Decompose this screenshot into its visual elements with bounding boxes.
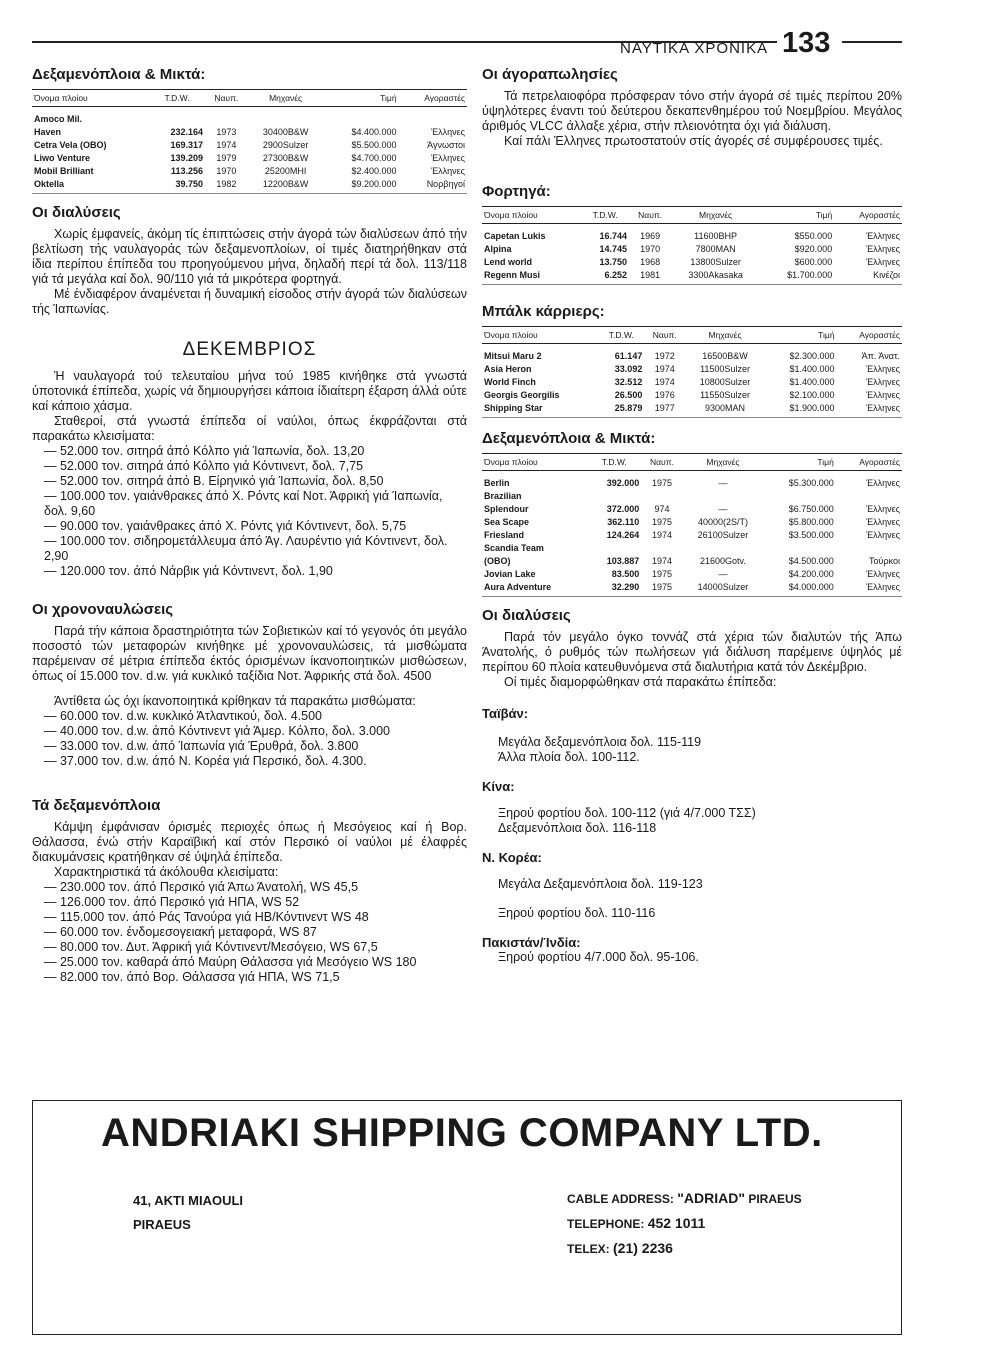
- pakistan-l1: Ξηρού φορτίου 4/7.000 δολ. 95-106.: [498, 950, 699, 964]
- bulk-table: [482, 326, 902, 418]
- cell-buyer: [836, 490, 902, 503]
- cell-buyer: Έλληνες: [866, 257, 900, 267]
- cell-buyer: Κινέζοι: [834, 269, 902, 285]
- table-row: [482, 542, 902, 555]
- ad-address-street: 41, AKTI MIAOULI: [133, 1193, 244, 1208]
- cell-yr: 1982: [205, 178, 248, 194]
- table-row: [32, 126, 467, 139]
- december-heading: ΔΕΚΕΜΒΡΙΟΣ: [182, 339, 317, 360]
- cell-yr: [205, 107, 248, 127]
- sales-heading: Οι άγοραπωλησίες: [482, 66, 618, 83]
- tankers2-p1: Κάμψη έμφάνισαν όρισμές περιοχές όπως ή Μεσόγειος καί ή Βορ. Θάλασσα, ένώ στήν Καραϊβική καί στόν Περσικό οί ναύλοι μέ έλαφρές διακυμάνσεις κρατήθηκαν σέ ύψηλά έπίπεδα.: [32, 820, 467, 864]
- cell-buyer: Έλληνες: [866, 478, 900, 488]
- ad-telex-line: [567, 1236, 802, 1261]
- bulk-heading: Μπάλκ κάρριερς:: [482, 303, 605, 320]
- ad-telephone-value: 452 1011: [647, 1215, 706, 1231]
- china-l2: Δεξαμενόπλοια δολ. 116-118: [498, 821, 657, 835]
- cell-name: Lend world: [484, 257, 532, 267]
- cell-eng: 30400B&W: [262, 127, 309, 137]
- cell-price: $5.300.000: [788, 478, 834, 488]
- col-buyer: Αγοραστές: [399, 90, 467, 107]
- col-year: Ναυπ.: [629, 207, 671, 224]
- table-row: [32, 165, 467, 178]
- cell-buyer: Έλληνες: [431, 166, 465, 176]
- cell-dwt: 139.209: [170, 153, 203, 163]
- table-row: [32, 139, 467, 152]
- cell-price: [763, 490, 836, 503]
- cell-name: Brazilian: [484, 491, 522, 501]
- cell-name: Berlin: [484, 478, 510, 488]
- cell-price: $1.900.000: [765, 402, 837, 418]
- col-price: Τιμή: [765, 327, 837, 344]
- cell-price: $1.400.000: [789, 377, 835, 387]
- cell-price: $600.000: [794, 257, 833, 267]
- cell-buyer: Νορβηγοί: [399, 178, 467, 194]
- cell-yr: 1976: [654, 390, 675, 400]
- left-demolition-heading: Οι διαλύσεις: [32, 204, 121, 221]
- col-name: Όνομα πλοίου: [32, 90, 149, 107]
- right-column: [482, 66, 902, 965]
- cell-eng: 11550Sulzer: [700, 390, 750, 400]
- cell-buyer: Έλληνες: [866, 530, 900, 540]
- cell-name: Sea Scape: [484, 517, 530, 527]
- cell-price: $2.400.000: [351, 166, 397, 176]
- cell-buyer: Έλληνες: [866, 377, 900, 387]
- cell-eng: 11600BHP: [694, 231, 738, 241]
- list-item: — 52.000 τον. σιτηρά άπό Β. Είρηνικό γιά Ίαπωνία, δολ. 8,50: [44, 474, 384, 488]
- cell-name: Scandia Team: [484, 543, 544, 553]
- cell-price: $3.500.000: [788, 530, 834, 540]
- ad-contacts: [567, 1186, 802, 1261]
- cell-price: $550.000: [794, 231, 833, 241]
- cell-yr: 1969: [640, 231, 661, 241]
- cell-yr: 974: [654, 504, 670, 514]
- list-item: — 60.000 τον. ένδομεσογειακή μεταφορά, WS 87: [44, 925, 317, 939]
- cell-yr: 1974: [216, 140, 237, 150]
- tankers2-p2: Χαρακτηριστικά τά άκόλουθα κλεισίματα:: [54, 865, 279, 879]
- col-name: Όνομα πλοίου: [482, 207, 581, 224]
- pakistan-heading: Πακιστάν/Ίνδία:: [482, 935, 581, 950]
- cell-yr: 1968: [640, 257, 661, 267]
- table-row: [482, 490, 902, 503]
- table-row: [32, 107, 467, 127]
- cell-name: Alpina: [484, 244, 512, 254]
- cell-dwt: 16.744: [599, 231, 627, 241]
- cell-yr: 1977: [644, 402, 685, 418]
- cell-name: Regenn Musi: [482, 269, 581, 285]
- taiwan-heading: Ταϊβάν:: [482, 706, 529, 721]
- cell-dwt: 372.000: [606, 504, 640, 514]
- col-buyer: Αγοραστές: [837, 327, 902, 344]
- cell-eng: 14000Sulzer: [683, 581, 764, 597]
- cell-price: $4.700.000: [351, 153, 397, 163]
- left-column: [32, 66, 467, 985]
- col-engine: Μηχανές: [685, 327, 765, 344]
- china-l1: Ξηρού φορτίου δολ. 100-112 (γιά 4/7.000 ΤΣΣ): [498, 806, 756, 820]
- ad-cable-value: "ADRIAD": [677, 1190, 745, 1206]
- cell-name: Friesland: [484, 530, 525, 540]
- cell-name: Mitsui Maru 2: [484, 351, 542, 361]
- cell-dwt: 13.750: [599, 257, 627, 267]
- right-demolition-p2: Οί τιμές διαμορφώθηκαν στά παρακάτω έπίπεδα:: [504, 675, 777, 689]
- col-name: Όνομα πλοίου: [482, 327, 598, 344]
- list-item: — 115.000 τον. άπό Ράς Τανούρα γιά ΗΒ/Κόντινεντ WS 48: [44, 910, 369, 924]
- cell-price: $2.300.000: [789, 351, 835, 361]
- cell-yr: 1975: [651, 569, 672, 579]
- cell-dwt: 362.110: [607, 517, 640, 527]
- cell-yr: 1970: [216, 166, 237, 176]
- cell-eng: —: [718, 569, 728, 579]
- list-item: — 33.000 τον. d.w. άπό Ίαπωνία γιά Έρυθρά, δολ. 3.800: [44, 739, 359, 753]
- col-dwt: T.D.W.: [598, 327, 644, 344]
- cell-yr: 1974: [654, 364, 675, 374]
- cell-buyer: Έλληνες: [431, 153, 465, 163]
- list-item: — 80.000 τον. Δυτ. Άφρική γιά Κόντινεντ/Μεσόγειο, WS 67,5: [44, 940, 378, 954]
- cell-buyer: Άπ. Άνατ.: [861, 351, 900, 361]
- cell-eng: 11500Sulzer: [700, 364, 750, 374]
- col-engine: Μηχανές: [671, 207, 760, 224]
- cell-price: $4.400.000: [351, 127, 397, 137]
- cell-name: Amoco Mil.: [34, 114, 83, 124]
- list-item: — 37.000 τον. d.w. άπό Ν. Κορέα γιά Περσικό, δολ. 4.300.: [44, 754, 367, 768]
- ad-cable-city: PIRAEUS: [748, 1192, 802, 1206]
- table-row: [482, 568, 902, 581]
- cell-yr: 1974: [654, 377, 675, 387]
- tankers2-list: [32, 880, 467, 985]
- list-item: — 100.000 τον. γαιάνθρακες άπό Χ. Ρόντς καί Νοτ. Άφρική γιά Ίαπωνία, δολ. 9,60: [44, 489, 443, 518]
- cell-buyer: Έλληνες: [866, 569, 900, 579]
- cell-name: Georgis Georgilis: [484, 390, 560, 400]
- cell-buyer: Έλληνες: [866, 244, 900, 254]
- cell-price: $4.500.000: [788, 556, 834, 566]
- cell-yr: 1974: [651, 556, 672, 566]
- cell-yr: [641, 490, 682, 503]
- cell-price: $1.700.000: [760, 269, 834, 285]
- advertisement-box: [32, 1100, 902, 1335]
- cell-buyer: [836, 542, 902, 555]
- cell-eng: 25200MHI: [264, 166, 307, 176]
- col-price: Τιμή: [763, 454, 836, 471]
- ad-cable-label: CABLE ADDRESS:: [567, 1192, 674, 1206]
- cell-eng: 7800MAN: [695, 244, 736, 254]
- cell-dwt: 124.264: [606, 530, 640, 540]
- cell-eng: 16500B&W: [702, 351, 748, 361]
- cell-dwt: 83.500: [611, 569, 640, 579]
- cell-dwt: 61.147: [614, 351, 643, 361]
- cell-price: $4.200.000: [788, 569, 834, 579]
- cell-name: Liwo Venture: [34, 153, 91, 163]
- table-row: [482, 516, 902, 529]
- cell-eng: 21600Gotv.: [700, 556, 746, 566]
- december-p1: Ή ναυλαγορά τού τελευταίου μήνα τού 1985 κινήθηκε στά γνωστά ύποτονικά έπίπεδα, χωρίς νά δημιουργήσει κάποια ίδιαίτερη έξαρση άλλά ούτε καί κάποιο χάσμα.: [32, 369, 467, 413]
- cell-dwt: [587, 542, 641, 555]
- cell-price: $4.000.000: [763, 581, 836, 597]
- cell-price: $6.750.000: [788, 504, 834, 514]
- cell-buyer: Έλληνες: [837, 402, 902, 418]
- cell-eng: —: [718, 478, 728, 488]
- table-row: [482, 376, 902, 389]
- cell-name: Splendour: [484, 504, 529, 514]
- cell-buyer: Έλληνες: [866, 517, 900, 527]
- sales-p1: Τά πετρελαιοφόρα πρόσφεραν τόνο στήν άγορά σέ τιμές περίπου 20% ύψηλότερες έναντι τού δεύτερου δεκαπενθημέρου τού Νοεμβρίου. Μεγάλος άριθμός VLCC άλλαξε χέρια, στήν πλειονότητα όχι γιά διάλυση.: [482, 89, 902, 133]
- list-item: — 90.000 τον. γαιάνθρακες άπό Χ. Ρόντς γιά Κόντινεντ, δολ. 5,75: [44, 519, 407, 533]
- cell-yr: 1979: [216, 153, 237, 163]
- cell-dwt: [587, 490, 641, 503]
- cell-name: Haven: [34, 127, 62, 137]
- col-price: Τιμή: [324, 90, 399, 107]
- ad-address: [133, 1189, 243, 1237]
- cell-buyer: Έλληνες: [866, 504, 900, 514]
- tankers2-heading: Τά δεξαμενόπλοια: [32, 797, 161, 814]
- cell-yr: [641, 542, 682, 555]
- table-row: [482, 256, 902, 269]
- cell-dwt: 14.745: [599, 244, 627, 254]
- page-number: 133: [782, 27, 831, 59]
- sales-p2: Καί πάλι Έλληνες πρωτοστατούν στίς άγορές σέ συμφέρουσες τιμές.: [504, 134, 883, 148]
- korea-l2: Ξηρού φορτίου δολ. 110-116: [498, 906, 656, 920]
- col-engine: Μηχανές: [683, 454, 764, 471]
- list-item: — 120.000 τον. άπό Νάρβικ γιά Κόντινεντ, δολ. 1,90: [44, 564, 333, 578]
- table-row: [482, 402, 902, 418]
- left-demolition-p1: Χωρίς έμφανείς, άκόμη τίς έπιπτώσεις στήν άγορά τών διαλύσεων άπό τήν βελτίωση τής ναυλαγοράς τών δεξαμενοπλοίων, οί τιμές διατηρήθηκαν στά ίδια περίπου έπίπεδα του προηγούμενου μήνα, δηλαδή περί τά δολ. 113/118 γιά τά μεγάλα καί δολ. 90/110 γιά τά μικρότερα φορτηγά.: [32, 227, 467, 286]
- cell-eng: 13800Sulzer: [690, 257, 741, 267]
- col-name: Όνομα πλοίου: [482, 454, 587, 471]
- list-item: — 52.000 τον. σιτηρά άπό Κόλπο γιά Κόντινεντ, δολ. 7,75: [44, 459, 364, 473]
- cell-eng: —: [718, 504, 728, 514]
- cell-yr: 1970: [640, 244, 661, 254]
- cell-eng: 12200B&W: [248, 178, 324, 194]
- cell-buyer: Έλληνες: [836, 581, 902, 597]
- list-item: — 126.000 τον. άπό Περσικό γιά ΗΠΑ, WS 52: [44, 895, 300, 909]
- cell-yr: 1981: [629, 269, 671, 285]
- cell-eng: [248, 107, 324, 127]
- cell-yr: 1973: [216, 127, 237, 137]
- table-row: [32, 152, 467, 165]
- cell-yr: 1975: [651, 517, 672, 527]
- cell-eng: 40000(2S/T): [697, 517, 748, 527]
- left-demolition-p2: Μέ ένδιαφέρον άναμένεται ή δυναμική είσοδος στήν άγορά τών διαλύσεων τής Ίαπωνίας.: [32, 287, 467, 316]
- cell-eng: [683, 542, 764, 555]
- cell-eng: 3300Akasaka: [671, 269, 760, 285]
- timecharter-p1: Παρά τήν κάποια δραστηριότητα τών Σοβιετικών καί τό γεγονός ότι μεγάλο ποσοστό τών μεταφορών κινήθηκε μέ χρονοναυλώσεις, τά μισθώματα παρέμειναν σέ μέτρια έπίπεδα έκτός όρισμένων ίκανοποιητικών μισθώσεων, όπως οί 15.000 τον. d.w. γιά κυκλικό ταξίδια Νοτ. Άφρικής στά δολ. 4500: [32, 624, 467, 683]
- col-dwt: T.D.W.: [581, 207, 629, 224]
- timecharter-heading: Οι χρονοναυλώσεις: [32, 601, 174, 618]
- korea-heading: Ν. Κορέα:: [482, 850, 542, 865]
- cell-name: Shipping Star: [482, 402, 598, 418]
- cargo-table: [482, 206, 902, 285]
- cell-name: Cetra Vela (OBO): [34, 140, 107, 150]
- cell-eng: 9300MAN: [685, 402, 765, 418]
- right-tankers-heading: Δεξαμενόπλοια & Μικτά:: [482, 430, 656, 447]
- korea-l1: Μεγάλα Δεξαμενόπλοια δολ. 119-123: [498, 877, 703, 891]
- table-row: [482, 581, 902, 597]
- ad-telephone-label: TELEPHONE:: [567, 1217, 645, 1231]
- december-p2: Σταθεροί, στά γνωστά έπίπεδα οί ναύλοι, όπως έκφράζονται στά παρακάτω κλεισίματα:: [32, 414, 467, 443]
- col-year: Ναυπ.: [641, 454, 682, 471]
- col-dwt: T.D.W.: [587, 454, 641, 471]
- cell-dwt: 392.000: [606, 478, 640, 488]
- col-year: Ναυπ.: [205, 90, 248, 107]
- table-row: [482, 555, 902, 568]
- cell-name: Oktella: [32, 178, 149, 194]
- cell-dwt: [149, 107, 205, 127]
- col-buyer: Αγοραστές: [836, 454, 902, 471]
- table-row: [482, 269, 902, 285]
- table-row: [32, 178, 467, 194]
- table-row: [482, 363, 902, 376]
- cell-name: Capetan Lukis: [484, 231, 546, 241]
- cell-price: $2.100.000: [789, 390, 835, 400]
- cell-dwt: 25.879: [598, 402, 644, 418]
- cell-price: [324, 107, 399, 127]
- col-buyer: Αγοραστές: [834, 207, 902, 224]
- cell-price: $920.000: [794, 244, 833, 254]
- cell-name: World Finch: [484, 377, 536, 387]
- list-item: — 100.000 τον. σιδηρομετάλλευμα άπό Άγ. Λαυρέντιο γιά Κόντινεντ, δολ. 2,90: [44, 534, 448, 563]
- cell-buyer: Άγνωστοι: [427, 140, 465, 150]
- timecharter-p2: Άντίθετα ώς όχι ίκανοποιητικά κρίθηκαν τά παρακάτω μισθώματα:: [54, 694, 416, 708]
- cell-name: Asia Heron: [484, 364, 532, 374]
- cell-price: [763, 542, 836, 555]
- cell-dwt: 32.290: [587, 581, 641, 597]
- cell-eng: 10800Sulzer: [699, 377, 751, 387]
- list-item: — 230.000 τον. άπό Περσικό γιά Άπω Άνατολή, WS 45,5: [44, 880, 359, 894]
- cell-dwt: 32.512: [614, 377, 643, 387]
- ad-address-city: PIRAEUS: [133, 1217, 191, 1232]
- table-row: [482, 389, 902, 402]
- cell-dwt: 6.252: [581, 269, 629, 285]
- cell-dwt: 103.887: [606, 556, 640, 566]
- table-row: [482, 344, 902, 364]
- list-item: — 60.000 τον. d.w. κυκλικό Άτλαντικού, δολ. 4.500: [44, 709, 323, 723]
- taiwan-l2: Άλλα πλοία δολ. 100-112.: [498, 750, 640, 764]
- cell-price: $9.200.000: [324, 178, 399, 194]
- china-heading: Κίνα:: [482, 779, 515, 794]
- ad-cable-line: [567, 1186, 802, 1211]
- cell-buyer: Έλληνες: [866, 390, 900, 400]
- ad-telex-label: TELEX:: [567, 1242, 610, 1256]
- cell-dwt: 33.092: [614, 364, 643, 374]
- cell-yr: 1974: [651, 530, 672, 540]
- ad-company-name: ANDRIAKI SHIPPING COMPANY LTD.: [101, 1111, 823, 1155]
- col-price: Τιμή: [760, 207, 834, 224]
- cell-eng: 26100Sulzer: [697, 530, 749, 540]
- table-row: [482, 224, 902, 244]
- table-row: [482, 503, 902, 516]
- col-dwt: T.D.W.: [149, 90, 205, 107]
- magazine-title: ΝΑΥΤΙΚΑ ΧΡΟΝΙΚΑ: [620, 40, 769, 57]
- taiwan-l1: Μεγάλα δεξαμενόπλοια δολ. 115-119: [498, 735, 702, 749]
- cell-price: $1.400.000: [789, 364, 835, 374]
- list-item: — 40.000 τον. d.w. άπό Κόντινεντ γιά Άμερ. Κόλπο, δολ. 3.000: [44, 724, 391, 738]
- cell-eng: 27300B&W: [262, 153, 309, 163]
- cell-dwt: 113.256: [170, 166, 203, 176]
- cargo-heading: Φορτηγά:: [482, 183, 551, 200]
- cell-buyer: Τούρκοι: [869, 556, 900, 566]
- right-demolition-p1: Παρά τόν μεγάλο όγκο τοννάζ στά χέρια τών διαλυτών τής Άπω Άνατολής, ό ρυθμός τών πωλήσεων γιά διάλυση παρέμεινε ύψηλός μέ περίπου 60 πλοία κατευθυνόμενα στά διαλυτήρια κατά τόν Δεκέμβριο.: [482, 630, 902, 674]
- left-tankers-table: [32, 89, 467, 194]
- table-row: [482, 243, 902, 256]
- cell-dwt: 232.164: [170, 127, 203, 137]
- cell-yr: 1975: [651, 478, 672, 488]
- timecharter-list: [32, 709, 467, 769]
- ad-telex-value: (21) 2236: [613, 1240, 673, 1256]
- december-list: [32, 444, 467, 579]
- list-item: — 52.000 τον. σιτηρά άπό Κόλπο γιά Ίαπωνία, δολ. 13,20: [44, 444, 365, 458]
- right-tankers-table: [482, 453, 902, 597]
- cell-dwt: 26.500: [614, 390, 643, 400]
- cell-name: Mobil Brilliant: [34, 166, 94, 176]
- cell-dwt: 39.750: [149, 178, 205, 194]
- cell-buyer: Έλληνες: [431, 127, 465, 137]
- cell-dwt: 169.317: [170, 140, 203, 150]
- header-rule-right: [842, 41, 902, 43]
- list-item: — 25.000 τον. καθαρά άπό Μαύρη Θάλασσα γιά Μεσόγειο WS 180: [44, 955, 417, 969]
- cell-yr: 1972: [654, 351, 675, 361]
- ad-telephone-line: [567, 1211, 802, 1236]
- cell-name: Aura Adventure: [482, 581, 587, 597]
- cell-yr: 1975: [641, 581, 682, 597]
- cell-buyer: [399, 107, 467, 127]
- table-row: [482, 471, 902, 491]
- cell-eng: [683, 490, 764, 503]
- col-engine: Μηχανές: [248, 90, 324, 107]
- left-tankers-heading: Δεξαμενόπλοια & Μικτά:: [32, 66, 206, 83]
- cell-price: $5.800.000: [788, 517, 834, 527]
- col-year: Ναυπ.: [644, 327, 685, 344]
- list-item: — 82.000 τον. άπό Βορ. Θάλασσα γιά ΗΠΑ, WS 71,5: [44, 970, 340, 984]
- cell-name: (OBO): [484, 556, 511, 566]
- right-demolition-heading: Οι διαλύσεις: [482, 607, 571, 624]
- table-row: [482, 529, 902, 542]
- cell-eng: 2900Sulzer: [262, 140, 309, 150]
- cell-buyer: Έλληνες: [866, 364, 900, 374]
- cell-name: Jovian Lake: [484, 569, 536, 579]
- cell-buyer: Έλληνες: [866, 231, 900, 241]
- cell-price: $5.500.000: [351, 140, 397, 150]
